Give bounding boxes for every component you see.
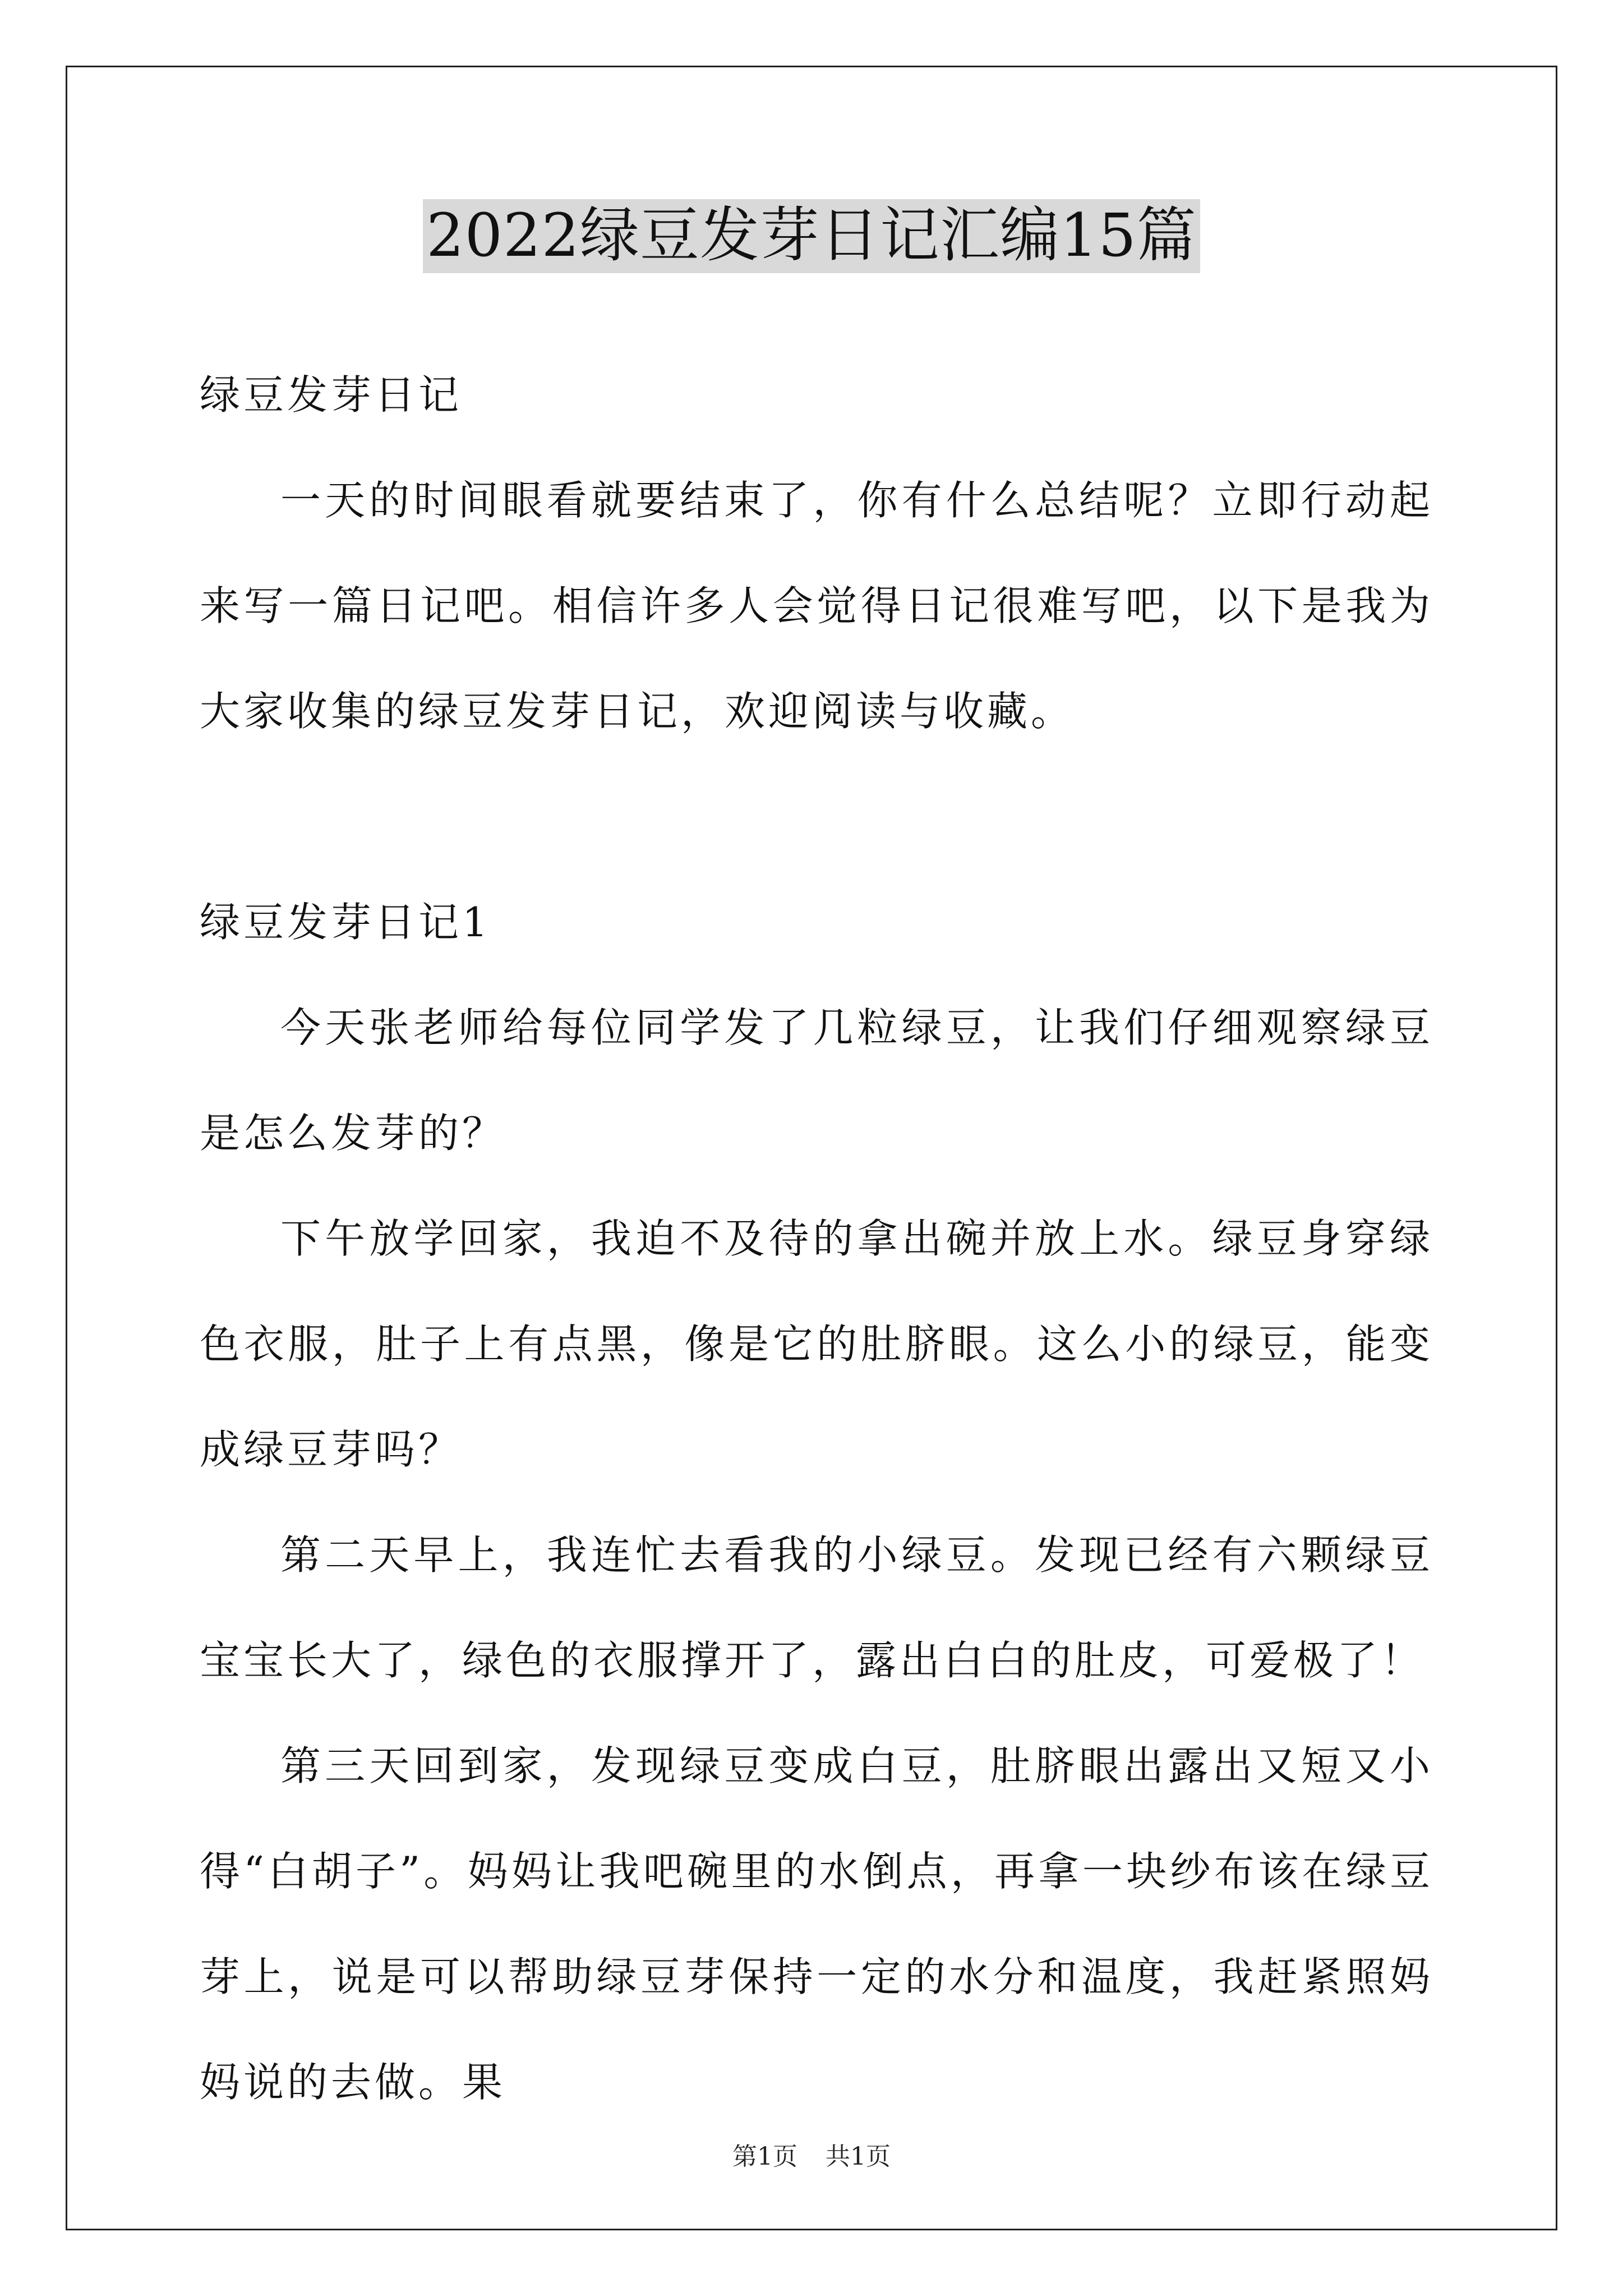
section-heading: 绿豆发芽日记1 bbox=[200, 899, 491, 946]
body-paragraph: 第三天回到家，发现绿豆变成白豆，肚脐眼出露出又短又小得“白胡子”。妈妈让我吧碗里的水倒点，再拿一块纱布该在绿豆芽上，说是可以帮助绿豆芽保持一定的水分和温度，我赶紧照妈妈说的去做。果 bbox=[200, 1742, 1433, 2106]
page-count: 共1页 bbox=[826, 2142, 891, 2171]
document-body bbox=[200, 342, 1433, 2135]
document-title bbox=[0, 199, 1623, 273]
body-paragraph: 今天张老师给每位同学发了几粒绿豆，让我们仔细观察绿豆是怎么发芽的？ bbox=[200, 1004, 1433, 1157]
body-paragraph: 下午放学回家，我迫不及待的拿出碗并放上水。绿豆身穿绿色衣服，肚子上有点黑，像是它的肚脐眼。这么小的绿豆，能变成绿豆芽吗？ bbox=[200, 1215, 1433, 1473]
paragraph-spacer bbox=[200, 764, 1433, 869]
page-footer bbox=[0, 2136, 1623, 2172]
document-title-text: 2022绿豆发芽日记汇编15篇 bbox=[423, 199, 1200, 273]
intro-paragraph: 一天的时间眼看就要结束了，你有什么总结呢？立即行动起来写一篇日记吧。相信许多人会觉得日记很难写吧，以下是我为大家收集的绿豆发芽日记，欢迎阅读与收藏。 bbox=[200, 477, 1433, 735]
page-number: 第1页 bbox=[732, 2142, 797, 2171]
intro-heading: 绿豆发芽日记 bbox=[200, 371, 463, 418]
body-paragraph: 第二天早上，我连忙去看我的小绿豆。发现已经有六颗绿豆宝宝长大了，绿色的衣服撑开了，露出白白的肚皮，可爱极了！ bbox=[200, 1531, 1433, 1684]
